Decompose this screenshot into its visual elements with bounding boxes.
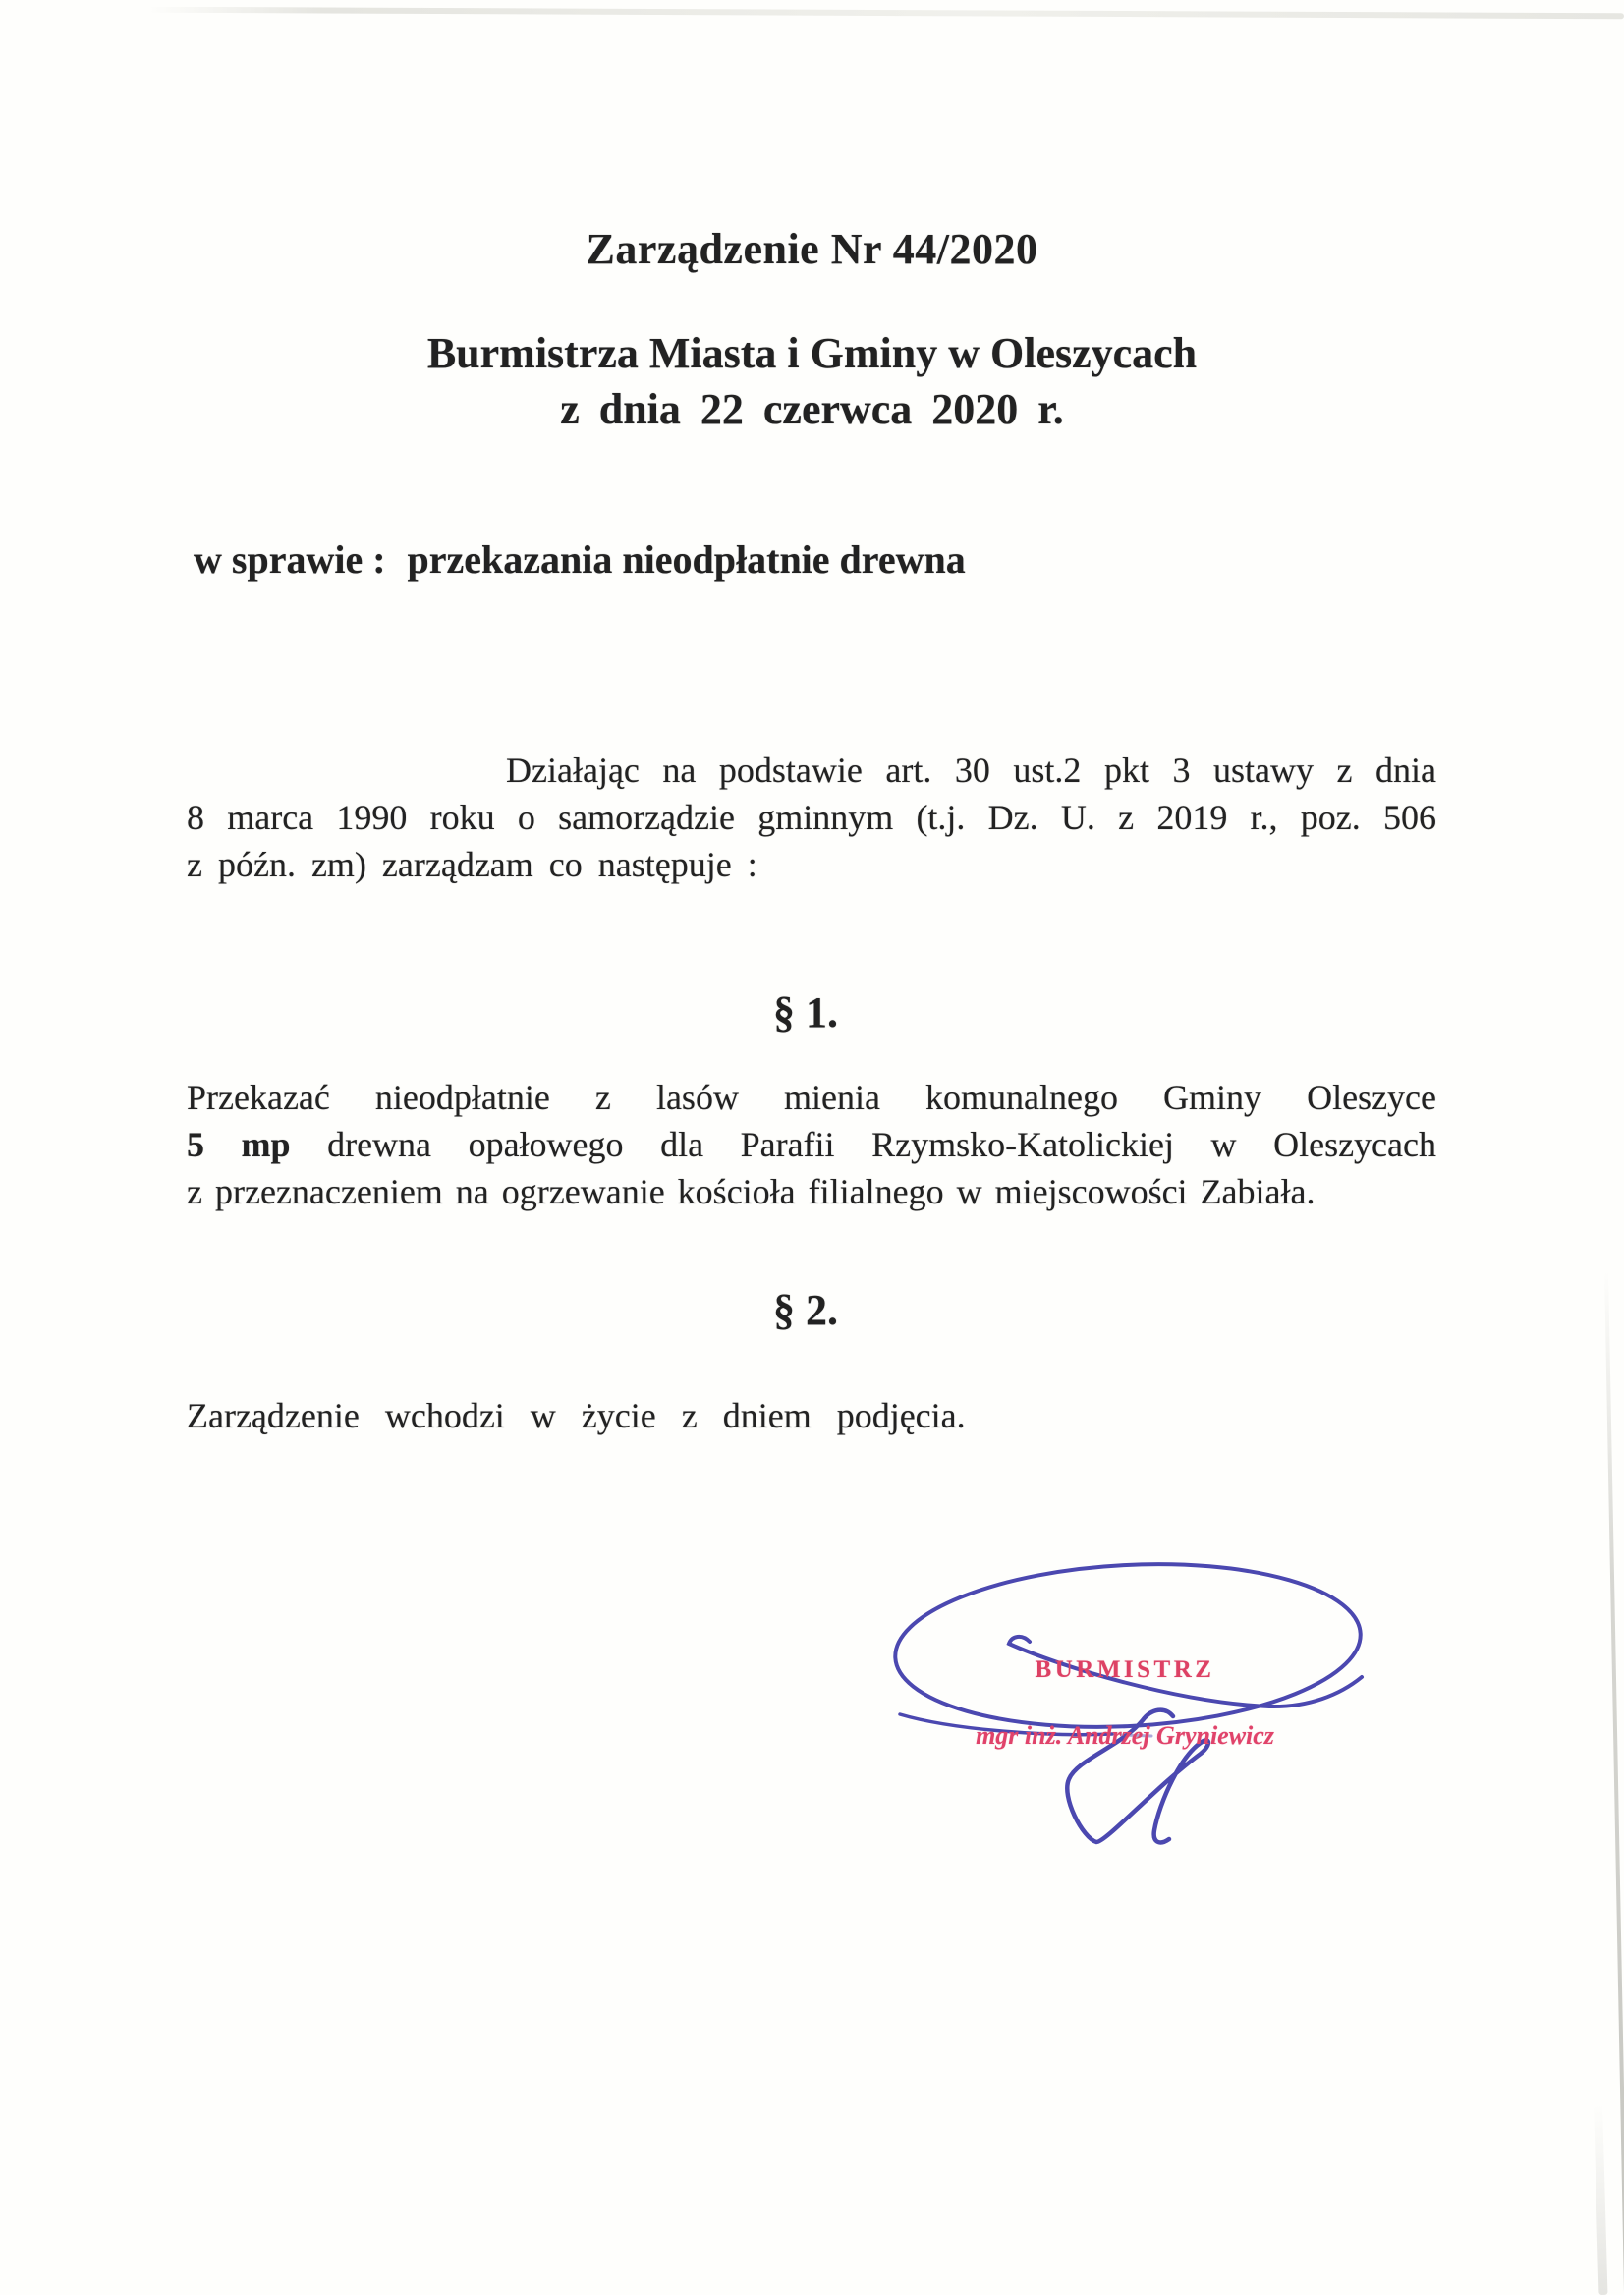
preamble-line-3: z późn. zm) zarządzam co następuje : xyxy=(187,845,757,884)
signature-pen-svg xyxy=(865,1547,1385,1872)
subject-line xyxy=(194,536,966,583)
subject-text: przekazania nieodpłatnie drewna xyxy=(407,537,966,582)
scan-artifact-right-edge-shadow xyxy=(1604,1269,1624,2295)
title-line-2: Burmistrza Miasta i Gminy w Oleszycach xyxy=(426,329,1198,377)
section-1-line-1: Przekazać nieodpłatnie z lasów mienia komunalnego Gminy Oleszyce xyxy=(187,1078,1436,1117)
scan-artifact-right-edge-shadow-bottom xyxy=(1594,2102,1607,2295)
section-1-line-2-rest: drewna opałowego dla Parafii Rzymsko-Katolickiej w Oleszycach xyxy=(327,1125,1436,1164)
subject-label: w sprawie : xyxy=(194,537,386,582)
scan-artifact-top-line xyxy=(147,7,1624,20)
title-line-3: z dnia 22 czerwca 2020 r. xyxy=(560,385,1064,433)
preamble-line-1: Działając na podstawie art. 30 ust.2 pkt 3 ustawy z dnia xyxy=(506,751,1436,790)
section-2-paragraph: Zarządzenie wchodzi w życie z dniem podjęcia. xyxy=(187,1396,966,1435)
stamp-title: BURMISTRZ xyxy=(1035,1656,1215,1683)
title-line-1: Zarządzenie Nr 44/2020 xyxy=(586,225,1038,273)
section-1-line-2-bold: 5 mp xyxy=(187,1125,291,1164)
preamble-line-2: 8 marca 1990 roku o samorządzie gminnym (t.j. Dz. U. z 2019 r., poz. 506 xyxy=(187,798,1436,837)
stamp-name: mgr inż. Andrzej Gryniewicz xyxy=(976,1721,1274,1750)
section-1-line-2 xyxy=(187,1121,1436,1168)
section-1-paragraph xyxy=(187,1074,1436,1215)
preamble-paragraph xyxy=(187,747,1436,888)
section-2-heading: § 2. xyxy=(773,1286,838,1334)
section-1-heading: § 1. xyxy=(773,988,838,1036)
section-1-line-3: z przeznaczeniem na ogrzewanie kościoła filialnego w miejscowości Zabiała. xyxy=(187,1172,1316,1211)
pen-stroke-ellipse xyxy=(891,1553,1365,1739)
